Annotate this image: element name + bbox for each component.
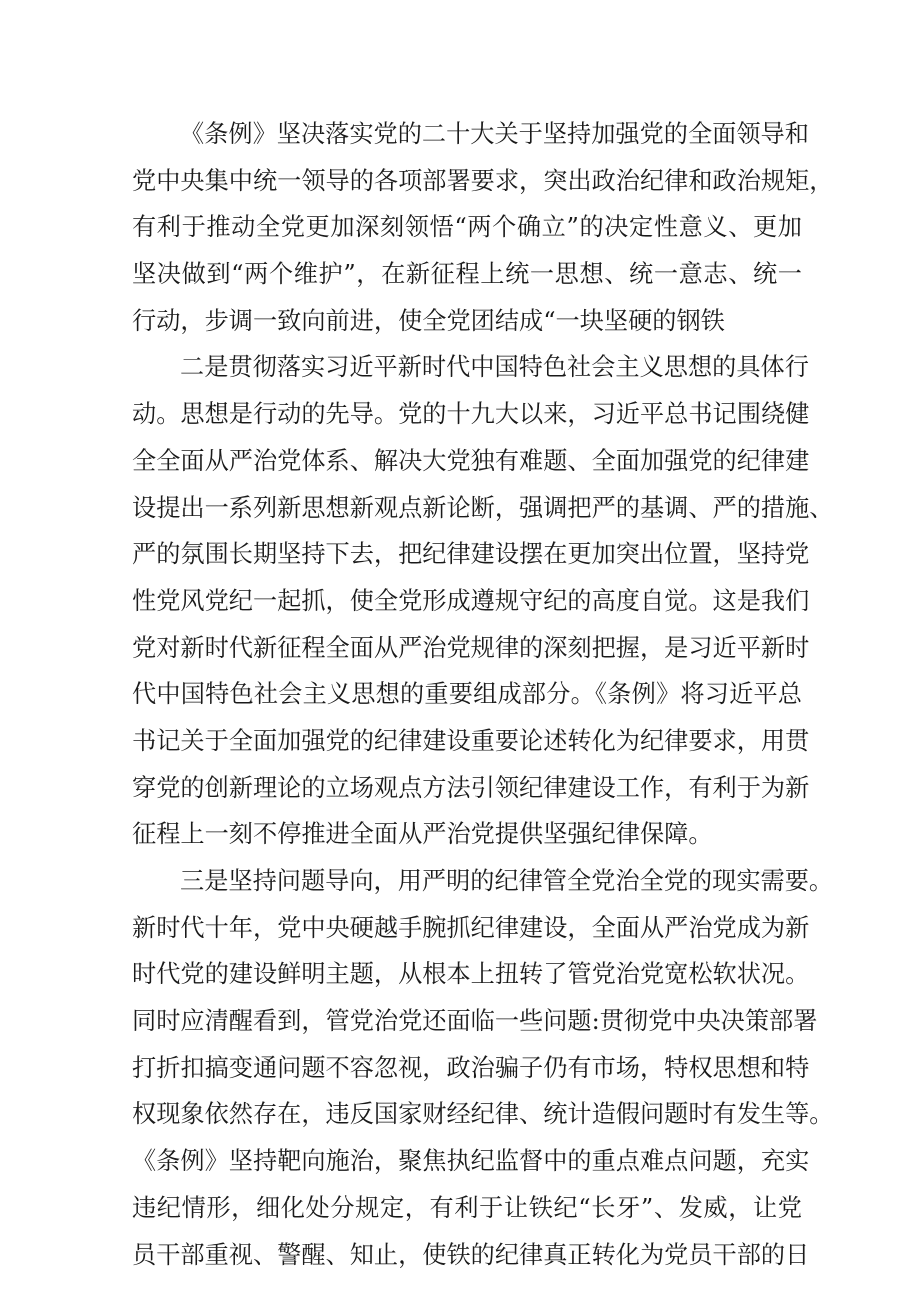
body-text (132, 111, 834, 1278)
text-line: 书记关于全面加强党的纪律建设重要论述转化为纪律要求，用贯 (132, 726, 810, 755)
text-line: 《条例》坚决落实党的二十大关于坚持加强党的全面领导和 (180, 120, 809, 148)
text-line: 党对新时代新征程全面从严治党规律的深刻把握，是习近平新时 (132, 633, 810, 662)
text-line: 征程上一刻不停推进全面从严治党提供坚强纪律保障。 (132, 820, 713, 849)
text-line: 代中国特色社会主义思想的重要组成部分。《条例》将习近平总 (132, 680, 802, 709)
text-line: 性党风党纪一起抓，使全党形成遵规守纪的高度自觉。这是我们 (132, 586, 810, 615)
text-line: 行动，步调一致向前进，使全党团结成“一块坚硬的钢铁 (132, 306, 725, 335)
text-line: 违纪情形，细化处分规定，有利于让铁纪“长牙”、发威，让党 (132, 1193, 802, 1222)
text-line: 新时代十年，党中央硬越手腕抓纪律建设，全面从严治党成为新 (132, 913, 810, 942)
text-line: 三是坚持问题导向，用严明的纪律管全党治全党的现实需要。 (180, 867, 834, 895)
text-line: 严的氛围长期坚持下去，把纪律建设摆在更加突出位置，坚持党 (132, 540, 810, 569)
text-line: 有利于推动全党更加深刻领悟“两个确立”的决定性意义、更加 (132, 213, 802, 242)
text-line: 动。思想是行动的先导。党的十九大以来，习近平总书记围绕健 (132, 400, 810, 429)
text-line: 党中央集中统一领导的各项部署要求，突出政治纪律和政治规矩， (132, 166, 834, 195)
text-line: 同时应清醒看到，管党治党还面临一些问题:贯彻党中央决策部署 (132, 1007, 818, 1036)
text-line: 打折扣搞变通问题不容忽视，政治骗子仍有市场，特权思想和特 (132, 1053, 810, 1082)
text-line: 穿党的创新理论的立场观点方法引领纪律建设工作，有利于为新 (132, 773, 810, 802)
text-line: 权现象依然存在，违反国家财经纪律、统计造假问题时有发生等。 (132, 1100, 834, 1129)
text-line: 全全面从严治党体系、解决大党独有难题、全面加强党的纪律建 (132, 446, 810, 475)
text-line: 员干部重视、警醒、知止，使铁的纪律真正转化为党员干部的日 (132, 1240, 810, 1269)
text-line: 二是贯彻落实习近平新时代中国特色社会主义思想的具体行 (180, 353, 809, 382)
text-line: 《条例》坚持靶向施治，聚焦执纪监督中的重点难点问题，充实 (132, 1147, 810, 1176)
text-line: 坚决做到“两个维护”，在新征程上统一思想、统一意志、统一 (132, 260, 802, 289)
text-line: 设提出一系列新思想新观点新论断，强调把严的基调、严的措施、 (132, 493, 834, 522)
text-line: 时代党的建设鲜明主题，从根本上扭转了管党治党宽松软状况。 (132, 960, 810, 989)
